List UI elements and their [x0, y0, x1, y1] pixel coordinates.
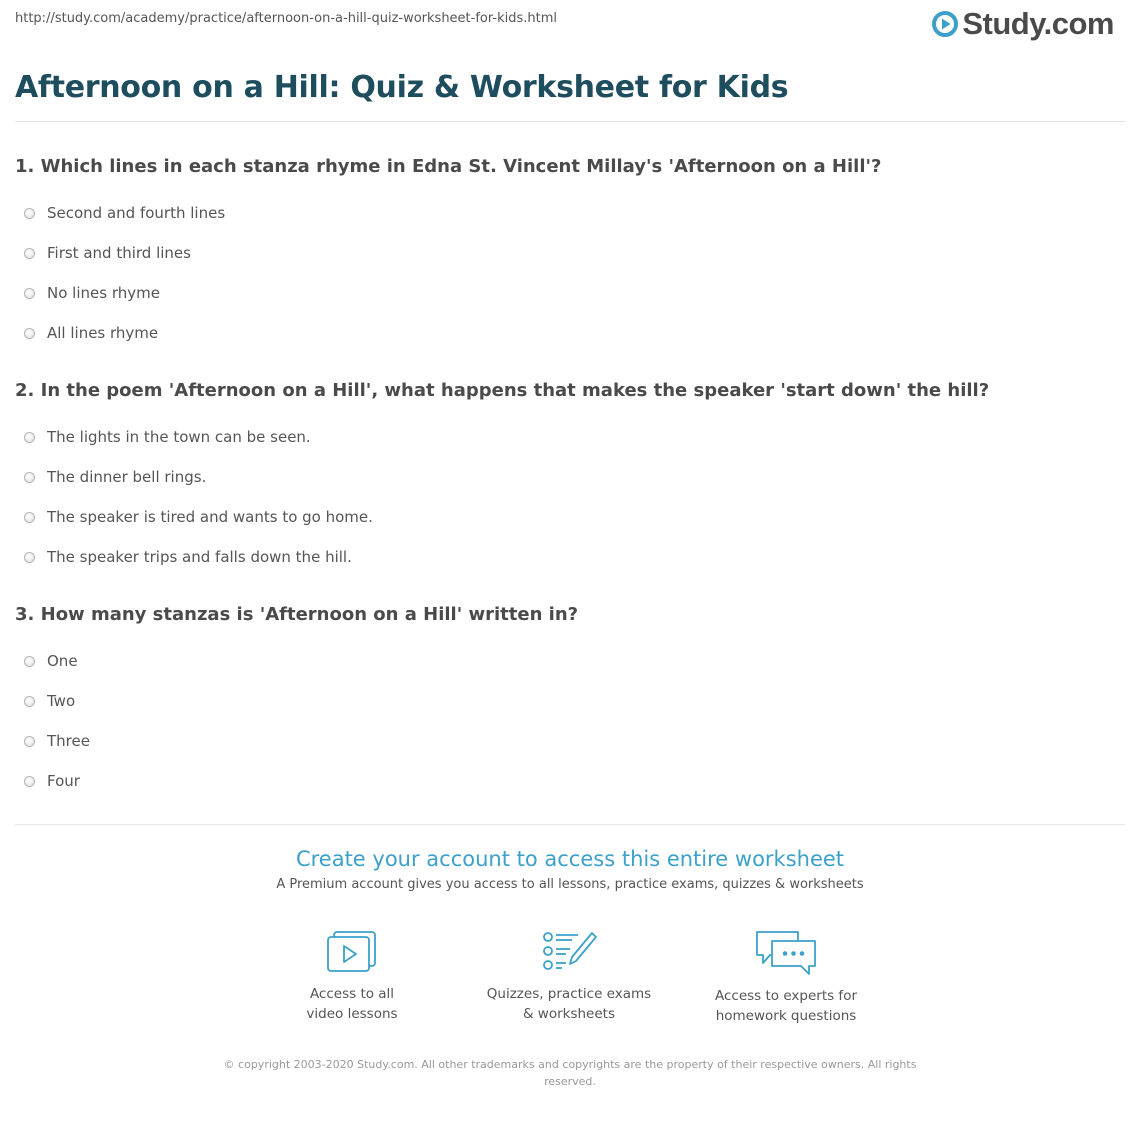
answer-option[interactable] [15, 417, 1125, 457]
answer-label: The speaker is tired and wants to go home. [47, 508, 373, 526]
answer-label: One [47, 652, 78, 670]
feature-label: Quizzes, practice exams & worksheets [486, 986, 652, 1022]
answer-option[interactable] [15, 641, 1125, 681]
feature-label: Access to experts for homework questions [714, 988, 857, 1024]
answer-label: First and third lines [47, 244, 191, 262]
answer-label: All lines rhyme [47, 324, 159, 342]
answer-label: The dinner bell rings. [47, 468, 207, 486]
page-url: http://study.com/academy/practice/afternoon-on-a-hill-quiz-worksheet-for-kids.html [15, 11, 557, 26]
premium-description: A Premium account gives you access to all lessons, practice exams, quizzes & worksheets [276, 877, 864, 892]
title-divider [15, 121, 1125, 122]
answer-label: Three [47, 732, 90, 750]
quiz-checklist-icon [540, 929, 598, 975]
feature-video-lessons [257, 929, 447, 1024]
answer-option[interactable] [15, 233, 1125, 273]
answer-label: No lines rhyme [47, 284, 160, 302]
page-title: Afternoon on a Hill: Quiz & Worksheet for Kids [15, 70, 789, 105]
radio-button[interactable] [24, 696, 35, 707]
copyright-notice: © copyright 2003-2020 Study.com. All other trademarks and copyrights are the property of their respective owners. All rights reserved. [223, 1058, 917, 1088]
radio-button[interactable] [24, 656, 35, 667]
radio-button[interactable] [24, 288, 35, 299]
answer-option[interactable] [15, 497, 1125, 537]
radio-button[interactable] [24, 248, 35, 259]
feature-label: Access to all video lessons [306, 986, 398, 1022]
answer-options [15, 193, 1125, 353]
question-1 [15, 153, 1125, 353]
radio-button[interactable] [24, 512, 35, 523]
question-text: 1. Which lines in each stanza rhyme in Edna St. Vincent Millay's 'Afternoon on a Hill'? [15, 156, 882, 177]
answer-option[interactable] [15, 721, 1125, 761]
answer-label: Two [47, 692, 76, 710]
radio-button[interactable] [24, 776, 35, 787]
logo-text: Study.com [962, 6, 1114, 41]
radio-button[interactable] [24, 432, 35, 443]
answer-option[interactable] [15, 681, 1125, 721]
answer-label: Four [47, 772, 80, 790]
chat-bubbles-icon [754, 929, 818, 977]
answer-option[interactable] [15, 313, 1125, 353]
play-circle-icon [931, 10, 959, 38]
create-account-link[interactable]: Create your account to access this entire worksheet [295, 847, 845, 871]
section-divider [15, 824, 1125, 825]
question-text: 3. How many stanzas is 'Afternoon on a Hill' written in? [15, 604, 579, 625]
answer-label: The speaker trips and falls down the hill. [47, 548, 352, 566]
answer-label: The lights in the town can be seen. [47, 428, 311, 446]
question-2 [15, 377, 1125, 577]
radio-button[interactable] [24, 208, 35, 219]
answer-option[interactable] [15, 273, 1125, 313]
radio-button[interactable] [24, 736, 35, 747]
question-text: 2. In the poem 'Afternoon on a Hill', what happens that makes the speaker 'start down' the hill? [15, 380, 990, 401]
radio-button[interactable] [24, 472, 35, 483]
answer-options [15, 641, 1125, 801]
video-lesson-icon [325, 929, 379, 975]
feature-quizzes [474, 929, 664, 1024]
answer-label: Second and fourth lines [47, 204, 226, 222]
study-com-logo[interactable] [931, 6, 1114, 42]
answer-option[interactable] [15, 193, 1125, 233]
answer-option[interactable] [15, 537, 1125, 577]
question-3 [15, 601, 1125, 801]
answer-option[interactable] [15, 457, 1125, 497]
feature-experts [691, 929, 881, 1026]
radio-button[interactable] [24, 552, 35, 563]
answer-option[interactable] [15, 761, 1125, 801]
radio-button[interactable] [24, 328, 35, 339]
answer-options [15, 417, 1125, 577]
